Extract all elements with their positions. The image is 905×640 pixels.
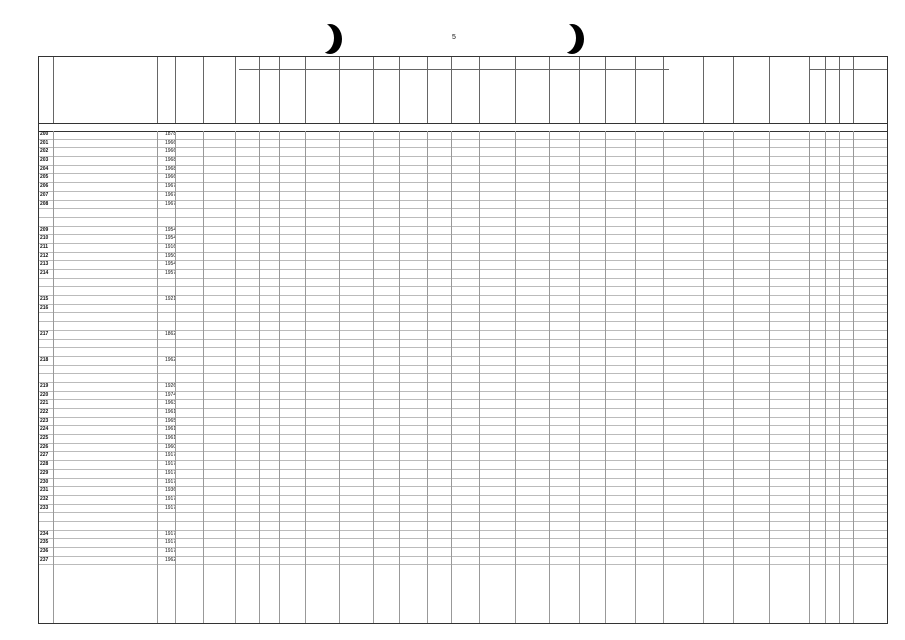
table-row bbox=[39, 148, 887, 157]
table-header bbox=[39, 57, 887, 124]
table-row bbox=[39, 418, 887, 427]
year-built: 1917 bbox=[165, 469, 177, 476]
column-rule bbox=[515, 131, 516, 623]
year-built: 1921 bbox=[165, 296, 177, 303]
year-built: 1962 bbox=[165, 356, 177, 363]
column-rule bbox=[175, 131, 176, 623]
year-built: 1961 bbox=[165, 435, 177, 442]
table-row bbox=[39, 253, 887, 262]
column-rule bbox=[259, 131, 260, 623]
header-cell bbox=[605, 71, 635, 121]
year-built: 1961 bbox=[165, 409, 177, 415]
row-number: 208 bbox=[40, 200, 49, 207]
page-number: 5 bbox=[452, 34, 456, 41]
table-row bbox=[39, 166, 887, 175]
table-row bbox=[39, 557, 887, 566]
column-rule bbox=[733, 131, 734, 623]
subtotal-row bbox=[39, 313, 887, 322]
subtotal-row bbox=[39, 279, 887, 288]
subtotal-row bbox=[39, 209, 887, 218]
table-row bbox=[39, 235, 887, 244]
row-number: 217 bbox=[40, 330, 49, 337]
year-built: 1917 bbox=[165, 548, 177, 554]
row-number: 213 bbox=[40, 261, 49, 268]
column-rule bbox=[809, 131, 810, 623]
row-number: 230 bbox=[40, 478, 49, 485]
row-number: 215 bbox=[40, 296, 49, 303]
year-built: 1917 bbox=[165, 530, 177, 537]
subtotal-row bbox=[39, 513, 887, 522]
header-cell bbox=[825, 71, 839, 121]
row-number: 227 bbox=[40, 452, 49, 459]
row-number: 206 bbox=[40, 183, 49, 190]
year-built: 1967 bbox=[165, 183, 177, 190]
column-rule bbox=[373, 131, 374, 623]
section-row bbox=[39, 322, 887, 331]
table-row bbox=[39, 539, 887, 548]
row-number: 212 bbox=[40, 252, 49, 259]
row-number: 237 bbox=[40, 556, 49, 563]
table-row bbox=[39, 426, 887, 435]
table-row bbox=[39, 140, 887, 149]
column-rule bbox=[769, 131, 770, 623]
row-number: 207 bbox=[40, 191, 49, 198]
crescent-mark-right bbox=[560, 24, 584, 54]
year-built: 1962 bbox=[165, 556, 177, 563]
table-row bbox=[39, 201, 887, 210]
row-number: 236 bbox=[40, 548, 49, 554]
header-cell bbox=[53, 71, 157, 121]
table-row bbox=[39, 505, 887, 514]
column-rule bbox=[549, 131, 550, 623]
header-cell bbox=[451, 71, 479, 121]
header-band-right bbox=[809, 57, 887, 70]
table-row bbox=[39, 531, 887, 540]
header-cell bbox=[663, 71, 703, 121]
column-rule bbox=[399, 131, 400, 623]
row-number: 225 bbox=[40, 435, 49, 442]
header-cell bbox=[259, 71, 279, 121]
table-row bbox=[39, 131, 887, 140]
section-row bbox=[39, 374, 887, 383]
year-built: 1916 bbox=[165, 243, 177, 250]
row-number: 200 bbox=[40, 131, 49, 137]
year-built: 1862 bbox=[165, 330, 177, 337]
table-row bbox=[39, 444, 887, 453]
row-number: 209 bbox=[40, 226, 49, 233]
year-built: 1878 bbox=[165, 131, 177, 137]
year-built: 1954 bbox=[165, 261, 177, 268]
subtotal-row bbox=[39, 366, 887, 375]
row-number: 218 bbox=[40, 356, 49, 363]
row-number: 234 bbox=[40, 530, 49, 537]
header-cell bbox=[839, 71, 853, 121]
header-cell bbox=[427, 71, 451, 121]
year-built: 1966 bbox=[165, 148, 177, 155]
section-row bbox=[39, 287, 887, 296]
year-built: 1965 bbox=[165, 417, 177, 424]
column-rule bbox=[157, 131, 158, 623]
header-cell bbox=[733, 71, 769, 121]
row-number: 235 bbox=[40, 539, 49, 546]
row-number: 223 bbox=[40, 417, 49, 424]
table-row bbox=[39, 244, 887, 253]
header-cell bbox=[305, 71, 339, 121]
row-number: 221 bbox=[40, 400, 49, 407]
row-number: 211 bbox=[40, 243, 49, 250]
year-built: 1963 bbox=[165, 400, 177, 407]
column-rule bbox=[605, 131, 606, 623]
year-built: 1917 bbox=[165, 495, 177, 502]
table-row bbox=[39, 357, 887, 366]
column-rule bbox=[235, 131, 236, 623]
header-cell bbox=[853, 71, 887, 121]
year-built: 1974 bbox=[165, 391, 177, 398]
row-number: 219 bbox=[40, 382, 49, 389]
year-built: 1917 bbox=[165, 478, 177, 485]
row-number: 220 bbox=[40, 391, 49, 398]
column-rule bbox=[825, 131, 826, 623]
table-body bbox=[39, 131, 887, 565]
table-row bbox=[39, 435, 887, 444]
row-number: 232 bbox=[40, 495, 49, 502]
year-built: 1957 bbox=[165, 270, 177, 276]
year-built: 1960 bbox=[165, 443, 177, 450]
row-number: 210 bbox=[40, 235, 49, 242]
table-row bbox=[39, 305, 887, 314]
year-built: 1926 bbox=[165, 382, 177, 389]
table-row bbox=[39, 227, 887, 236]
column-rule bbox=[579, 131, 580, 623]
column-rule bbox=[479, 131, 480, 623]
year-built: 1954 bbox=[165, 226, 177, 233]
header-cell bbox=[203, 71, 235, 121]
crescent-mark-left bbox=[318, 24, 342, 54]
year-built: 1968 bbox=[165, 157, 177, 164]
header-cell bbox=[399, 71, 427, 121]
row-number: 214 bbox=[40, 270, 49, 276]
year-built: 1966 bbox=[165, 174, 177, 181]
header-cell bbox=[175, 71, 203, 121]
year-built: 1917 bbox=[165, 461, 177, 468]
header-cell bbox=[39, 71, 53, 121]
row-number: 222 bbox=[40, 409, 49, 415]
table-row bbox=[39, 548, 887, 557]
column-rule bbox=[451, 131, 452, 623]
subtotal-row bbox=[39, 340, 887, 349]
table-row bbox=[39, 470, 887, 479]
header-cell bbox=[635, 71, 663, 121]
row-number: 233 bbox=[40, 504, 49, 511]
table-row bbox=[39, 479, 887, 488]
column-rule bbox=[853, 131, 854, 623]
column-rule bbox=[203, 131, 204, 623]
year-built: 1936 bbox=[165, 487, 177, 494]
table-row bbox=[39, 496, 887, 505]
year-built: 1968 bbox=[165, 165, 177, 172]
table-row bbox=[39, 409, 887, 418]
header-cell bbox=[373, 71, 399, 121]
section-row bbox=[39, 218, 887, 227]
data-table bbox=[38, 56, 888, 624]
table-row bbox=[39, 400, 887, 409]
table-row bbox=[39, 383, 887, 392]
header-cell bbox=[579, 71, 605, 121]
section-row bbox=[39, 348, 887, 357]
row-number: 231 bbox=[40, 487, 49, 494]
section-row bbox=[39, 522, 887, 531]
header-cell bbox=[339, 71, 373, 121]
year-built: 1961 bbox=[165, 426, 177, 433]
row-number: 224 bbox=[40, 426, 49, 433]
header-cell bbox=[549, 71, 579, 121]
column-rule bbox=[305, 131, 306, 623]
row-number: 203 bbox=[40, 157, 49, 164]
column-rule bbox=[663, 131, 664, 623]
header-cell bbox=[809, 71, 825, 121]
year-built: 1954 bbox=[165, 235, 177, 242]
year-built: 1950 bbox=[165, 252, 177, 259]
row-number: 201 bbox=[40, 139, 49, 146]
column-rule bbox=[279, 131, 280, 623]
year-built: 1917 bbox=[165, 539, 177, 546]
header-cell bbox=[515, 71, 549, 121]
table-row bbox=[39, 487, 887, 496]
row-number: 205 bbox=[40, 174, 49, 181]
column-rule bbox=[703, 131, 704, 623]
row-number: 228 bbox=[40, 461, 49, 468]
year-built: 1966 bbox=[165, 139, 177, 146]
header-cell bbox=[703, 71, 733, 121]
year-built: 1967 bbox=[165, 191, 177, 198]
column-rule bbox=[635, 131, 636, 623]
row-number: 216 bbox=[40, 304, 49, 311]
table-row bbox=[39, 452, 887, 461]
column-rule bbox=[427, 131, 428, 623]
header-cell bbox=[235, 71, 259, 121]
year-built: 1967 bbox=[165, 200, 177, 207]
table-row bbox=[39, 261, 887, 270]
row-number: 202 bbox=[40, 148, 49, 155]
table-row bbox=[39, 192, 887, 201]
table-row bbox=[39, 157, 887, 166]
table-row bbox=[39, 270, 887, 279]
row-number: 229 bbox=[40, 469, 49, 476]
table-row bbox=[39, 331, 887, 340]
table-row bbox=[39, 392, 887, 401]
table-row bbox=[39, 174, 887, 183]
row-number: 204 bbox=[40, 165, 49, 172]
column-rule bbox=[839, 131, 840, 623]
header-cell bbox=[279, 71, 305, 121]
header-cell bbox=[157, 71, 175, 121]
table-row bbox=[39, 183, 887, 192]
row-number: 226 bbox=[40, 443, 49, 450]
table-row bbox=[39, 296, 887, 305]
year-built: 1917 bbox=[165, 452, 177, 459]
header-cell bbox=[479, 71, 515, 121]
column-rule bbox=[53, 131, 54, 623]
year-built: 1917 bbox=[165, 504, 177, 511]
column-rule bbox=[339, 131, 340, 623]
table-row bbox=[39, 461, 887, 470]
header-cell bbox=[769, 71, 809, 121]
